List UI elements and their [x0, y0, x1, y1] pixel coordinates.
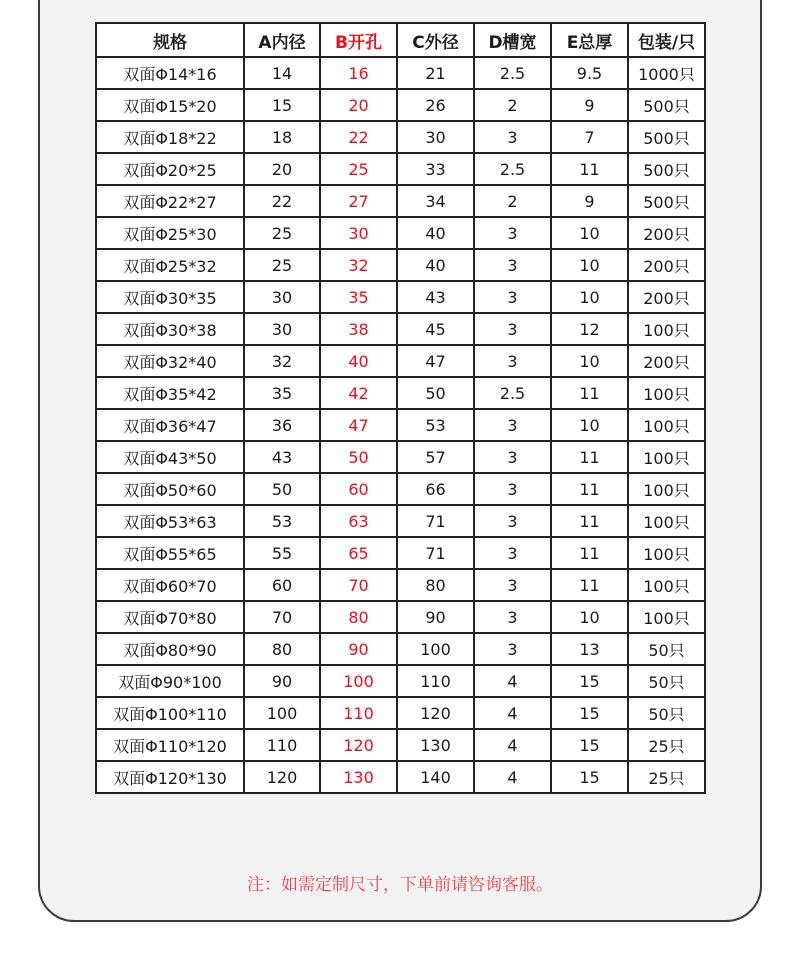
spec-cell: 双面Φ120*130: [96, 761, 244, 793]
total-thickness-cell: 9: [551, 185, 628, 217]
opening-cell: 50: [320, 441, 397, 473]
inner-diameter-cell: 80: [244, 633, 320, 665]
inner-diameter-cell: 53: [244, 505, 320, 537]
table-row: [96, 57, 705, 89]
table-row: [96, 537, 705, 569]
inner-diameter-cell: 14: [244, 57, 320, 89]
total-thickness-cell: 10: [551, 249, 628, 281]
opening-cell: 32: [320, 249, 397, 281]
outer-diameter-cell: 130: [397, 729, 474, 761]
col-header-packaging: 包装/只: [628, 23, 705, 57]
groove-width-cell: 3: [474, 633, 551, 665]
groove-width-cell: 3: [474, 345, 551, 377]
spec-cell: 双面Φ15*20: [96, 89, 244, 121]
groove-width-cell: 3: [474, 121, 551, 153]
table-row: [96, 729, 705, 761]
total-thickness-cell: 9.5: [551, 57, 628, 89]
spec-cell: 双面Φ110*120: [96, 729, 244, 761]
col-header-outer-diameter: C外径: [397, 23, 474, 57]
inner-diameter-cell: 50: [244, 473, 320, 505]
opening-cell: 65: [320, 537, 397, 569]
opening-cell: 25: [320, 153, 397, 185]
table-row: [96, 153, 705, 185]
spec-cell: 双面Φ25*32: [96, 249, 244, 281]
total-thickness-cell: 10: [551, 217, 628, 249]
outer-diameter-cell: 100: [397, 633, 474, 665]
total-thickness-cell: 10: [551, 409, 628, 441]
table-header-row: [96, 23, 705, 57]
total-thickness-cell: 11: [551, 537, 628, 569]
outer-diameter-cell: 40: [397, 217, 474, 249]
table-row: [96, 473, 705, 505]
outer-diameter-cell: 71: [397, 537, 474, 569]
inner-diameter-cell: 43: [244, 441, 320, 473]
outer-diameter-cell: 21: [397, 57, 474, 89]
packaging-cell: 100只: [628, 313, 705, 345]
packaging-cell: 200只: [628, 249, 705, 281]
table-row: [96, 633, 705, 665]
table-row: [96, 217, 705, 249]
outer-diameter-cell: 34: [397, 185, 474, 217]
spec-cell: 双面Φ53*63: [96, 505, 244, 537]
spec-cell: 双面Φ43*50: [96, 441, 244, 473]
packaging-cell: 200只: [628, 217, 705, 249]
outer-diameter-cell: 110: [397, 665, 474, 697]
inner-diameter-cell: 30: [244, 281, 320, 313]
outer-diameter-cell: 53: [397, 409, 474, 441]
opening-cell: 16: [320, 57, 397, 89]
total-thickness-cell: 15: [551, 729, 628, 761]
opening-cell: 110: [320, 697, 397, 729]
table-row: [96, 377, 705, 409]
col-header-total-thickness: E总厚: [551, 23, 628, 57]
spec-cell: 双面Φ32*40: [96, 345, 244, 377]
groove-width-cell: 3: [474, 249, 551, 281]
groove-width-cell: 3: [474, 441, 551, 473]
custom-size-note: 注：如需定制尺寸，下单前请咨询客服。: [247, 875, 553, 895]
total-thickness-cell: 12: [551, 313, 628, 345]
spec-cell: 双面Φ30*38: [96, 313, 244, 345]
table-row: [96, 569, 705, 601]
groove-width-cell: 3: [474, 569, 551, 601]
packaging-cell: 100只: [628, 569, 705, 601]
total-thickness-cell: 15: [551, 697, 628, 729]
total-thickness-cell: 11: [551, 153, 628, 185]
spec-cell: 双面Φ60*70: [96, 569, 244, 601]
groove-width-cell: 3: [474, 601, 551, 633]
spec-cell: 双面Φ80*90: [96, 633, 244, 665]
total-thickness-cell: 9: [551, 89, 628, 121]
inner-diameter-cell: 30: [244, 313, 320, 345]
groove-width-cell: 2: [474, 89, 551, 121]
inner-diameter-cell: 55: [244, 537, 320, 569]
spec-cell: 双面Φ25*30: [96, 217, 244, 249]
opening-cell: 42: [320, 377, 397, 409]
groove-width-cell: 4: [474, 697, 551, 729]
spec-cell: 双面Φ70*80: [96, 601, 244, 633]
inner-diameter-cell: 22: [244, 185, 320, 217]
groove-width-cell: 3: [474, 505, 551, 537]
opening-cell: 22: [320, 121, 397, 153]
inner-diameter-cell: 20: [244, 153, 320, 185]
packaging-cell: 100只: [628, 505, 705, 537]
spec-cell: 双面Φ35*42: [96, 377, 244, 409]
outer-diameter-cell: 120: [397, 697, 474, 729]
table-row: [96, 697, 705, 729]
packaging-cell: 100只: [628, 601, 705, 633]
table-row: [96, 345, 705, 377]
groove-width-cell: 2.5: [474, 377, 551, 409]
outer-diameter-cell: 47: [397, 345, 474, 377]
outer-diameter-cell: 30: [397, 121, 474, 153]
groove-width-cell: 4: [474, 729, 551, 761]
opening-cell: 60: [320, 473, 397, 505]
groove-width-cell: 3: [474, 281, 551, 313]
inner-diameter-cell: 18: [244, 121, 320, 153]
groove-width-cell: 4: [474, 665, 551, 697]
table-row: [96, 185, 705, 217]
col-header-inner-diameter: A内径: [244, 23, 320, 57]
table-row: [96, 313, 705, 345]
inner-diameter-cell: 110: [244, 729, 320, 761]
opening-cell: 130: [320, 761, 397, 793]
packaging-cell: 500只: [628, 153, 705, 185]
outer-diameter-cell: 71: [397, 505, 474, 537]
spec-cell: 双面Φ22*27: [96, 185, 244, 217]
total-thickness-cell: 11: [551, 473, 628, 505]
inner-diameter-cell: 90: [244, 665, 320, 697]
table-row: [96, 89, 705, 121]
total-thickness-cell: 11: [551, 569, 628, 601]
col-header-groove-width: D槽宽: [474, 23, 551, 57]
outer-diameter-cell: 43: [397, 281, 474, 313]
spec-cell: 双面Φ30*35: [96, 281, 244, 313]
inner-diameter-cell: 15: [244, 89, 320, 121]
outer-diameter-cell: 26: [397, 89, 474, 121]
opening-cell: 27: [320, 185, 397, 217]
outer-diameter-cell: 50: [397, 377, 474, 409]
packaging-cell: 25只: [628, 729, 705, 761]
total-thickness-cell: 10: [551, 601, 628, 633]
packaging-cell: 100只: [628, 409, 705, 441]
table-row: [96, 665, 705, 697]
inner-diameter-cell: 32: [244, 345, 320, 377]
groove-width-cell: 2.5: [474, 57, 551, 89]
inner-diameter-cell: 35: [244, 377, 320, 409]
packaging-cell: 100只: [628, 377, 705, 409]
total-thickness-cell: 11: [551, 505, 628, 537]
opening-cell: 38: [320, 313, 397, 345]
packaging-cell: 100只: [628, 473, 705, 505]
packaging-cell: 1000只: [628, 57, 705, 89]
table-row: [96, 761, 705, 793]
outer-diameter-cell: 40: [397, 249, 474, 281]
inner-diameter-cell: 25: [244, 249, 320, 281]
total-thickness-cell: 11: [551, 441, 628, 473]
outer-diameter-cell: 90: [397, 601, 474, 633]
opening-cell: 63: [320, 505, 397, 537]
inner-diameter-cell: 25: [244, 217, 320, 249]
opening-cell: 80: [320, 601, 397, 633]
groove-width-cell: 3: [474, 217, 551, 249]
spec-cell: 双面Φ18*22: [96, 121, 244, 153]
packaging-cell: 500只: [628, 185, 705, 217]
opening-cell: 120: [320, 729, 397, 761]
inner-diameter-cell: 70: [244, 601, 320, 633]
outer-diameter-cell: 140: [397, 761, 474, 793]
packaging-cell: 100只: [628, 537, 705, 569]
total-thickness-cell: 13: [551, 633, 628, 665]
opening-cell: 47: [320, 409, 397, 441]
opening-cell: 20: [320, 89, 397, 121]
groove-width-cell: 3: [474, 313, 551, 345]
total-thickness-cell: 10: [551, 345, 628, 377]
outer-diameter-cell: 57: [397, 441, 474, 473]
groove-width-cell: 2: [474, 185, 551, 217]
opening-cell: 70: [320, 569, 397, 601]
table-row: [96, 505, 705, 537]
packaging-cell: 500只: [628, 89, 705, 121]
opening-cell: 35: [320, 281, 397, 313]
table-row: [96, 409, 705, 441]
total-thickness-cell: 10: [551, 281, 628, 313]
spec-cell: 双面Φ55*65: [96, 537, 244, 569]
opening-cell: 100: [320, 665, 397, 697]
packaging-cell: 100只: [628, 441, 705, 473]
packaging-cell: 200只: [628, 281, 705, 313]
packaging-cell: 25只: [628, 761, 705, 793]
groove-width-cell: 2.5: [474, 153, 551, 185]
packaging-cell: 50只: [628, 697, 705, 729]
spec-cell: 双面Φ90*100: [96, 665, 244, 697]
col-header-opening: B开孔: [320, 23, 397, 57]
spec-cell: 双面Φ14*16: [96, 57, 244, 89]
outer-diameter-cell: 33: [397, 153, 474, 185]
opening-cell: 30: [320, 217, 397, 249]
spec-table: [95, 22, 706, 794]
table-row: [96, 249, 705, 281]
packaging-cell: 50只: [628, 665, 705, 697]
total-thickness-cell: 15: [551, 665, 628, 697]
total-thickness-cell: 7: [551, 121, 628, 153]
total-thickness-cell: 11: [551, 377, 628, 409]
outer-diameter-cell: 45: [397, 313, 474, 345]
spec-cell: 双面Φ50*60: [96, 473, 244, 505]
packaging-cell: 200只: [628, 345, 705, 377]
table-row: [96, 121, 705, 153]
opening-cell: 90: [320, 633, 397, 665]
table-row: [96, 441, 705, 473]
total-thickness-cell: 15: [551, 761, 628, 793]
groove-width-cell: 3: [474, 537, 551, 569]
spec-cell: 双面Φ100*110: [96, 697, 244, 729]
outer-diameter-cell: 66: [397, 473, 474, 505]
packaging-cell: 50只: [628, 633, 705, 665]
inner-diameter-cell: 120: [244, 761, 320, 793]
col-header-spec: 规格: [96, 23, 244, 57]
table-row: [96, 281, 705, 313]
table-row: [96, 601, 705, 633]
inner-diameter-cell: 100: [244, 697, 320, 729]
opening-cell: 40: [320, 345, 397, 377]
spec-cell: 双面Φ36*47: [96, 409, 244, 441]
groove-width-cell: 3: [474, 409, 551, 441]
inner-diameter-cell: 60: [244, 569, 320, 601]
groove-width-cell: 4: [474, 761, 551, 793]
inner-diameter-cell: 36: [244, 409, 320, 441]
packaging-cell: 500只: [628, 121, 705, 153]
groove-width-cell: 3: [474, 473, 551, 505]
outer-diameter-cell: 80: [397, 569, 474, 601]
spec-cell: 双面Φ20*25: [96, 153, 244, 185]
